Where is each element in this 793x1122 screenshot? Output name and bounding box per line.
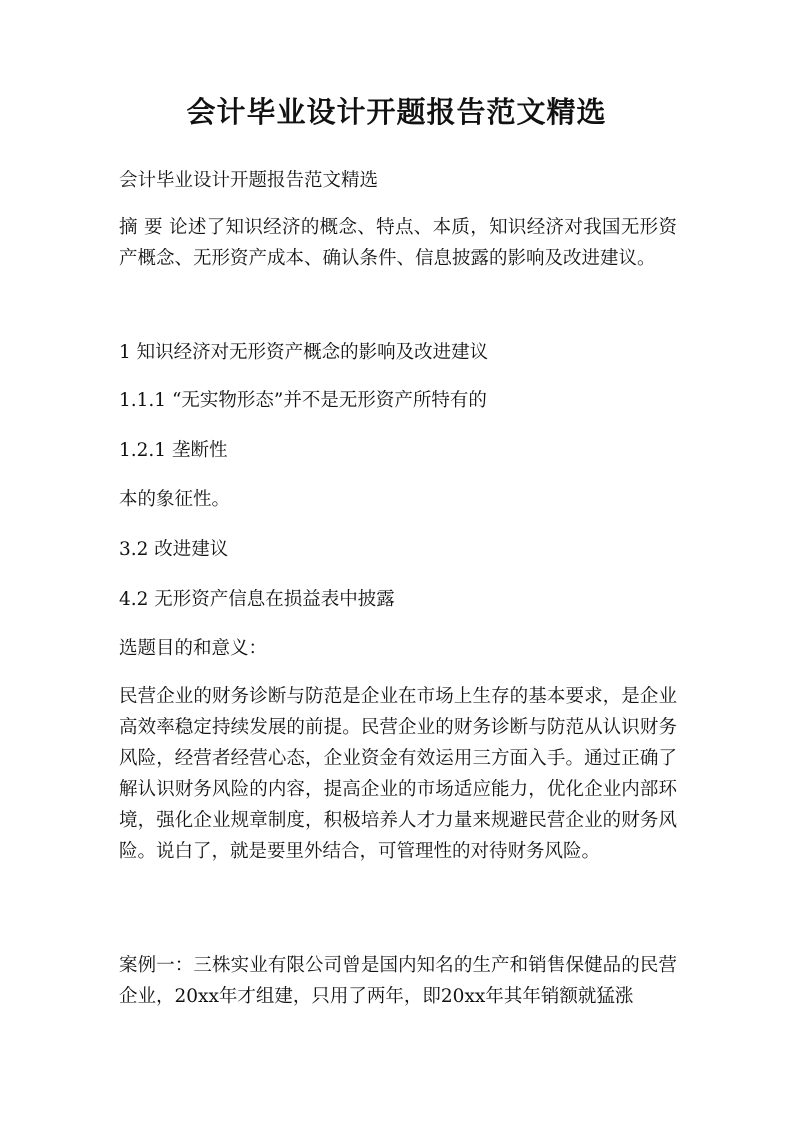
section-heading-1-2-1: 1.2.1 垄断性 xyxy=(119,440,228,461)
case-one-paragraph: 案例一：三株实业有限公司曾是国内知名的生产和销售保健品的民营企业，20xx年才组建，只用了两年，即20xx年其年销额就猛涨 xyxy=(119,955,677,1007)
abstract-paragraph: 摘 要 论述了知识经济的概念、特点、本质，知识经济对我国无形资产概念、无形资产成本、确认条件、信息披露的影响及改进建议。 xyxy=(119,217,677,269)
section-heading-4-2: 4.2 无形资产信息在损益表中披露 xyxy=(119,589,395,610)
document-title: 会计毕业设计开题报告范文精选 xyxy=(186,95,607,129)
purpose-label: 选题目的和意义： xyxy=(119,638,268,659)
section-heading-1: 1 知识经济对无形资产概念的影响及改进建议 xyxy=(119,342,489,363)
purpose-paragraph: 民营企业的财务诊断与防范是企业在市场上生存的基本要求，是企业高效率稳定持续发展的前提。民营企业的财务诊断与防范从认识财务风险，经营者经营心态，企业资金有效运用三方面入手。通过正确了解认识财务风险的内容，提高企业的市场适应能力，优化企业内部环境，强化企业规章制度，积极培养人才力量来规避民营企业的财务风险。说白了，就是要里外结合，可管理性的对待财务风险。 xyxy=(119,686,677,862)
document-subtitle: 会计毕业设计开题报告范文精选 xyxy=(119,170,379,191)
text-fragment: 本的象征性。 xyxy=(119,489,231,510)
section-heading-3-2: 3.2 改进建议 xyxy=(119,539,229,560)
section-heading-1-1-1: 1.1.1 “无实物形态”并不是无形资产所特有的 xyxy=(119,390,487,411)
